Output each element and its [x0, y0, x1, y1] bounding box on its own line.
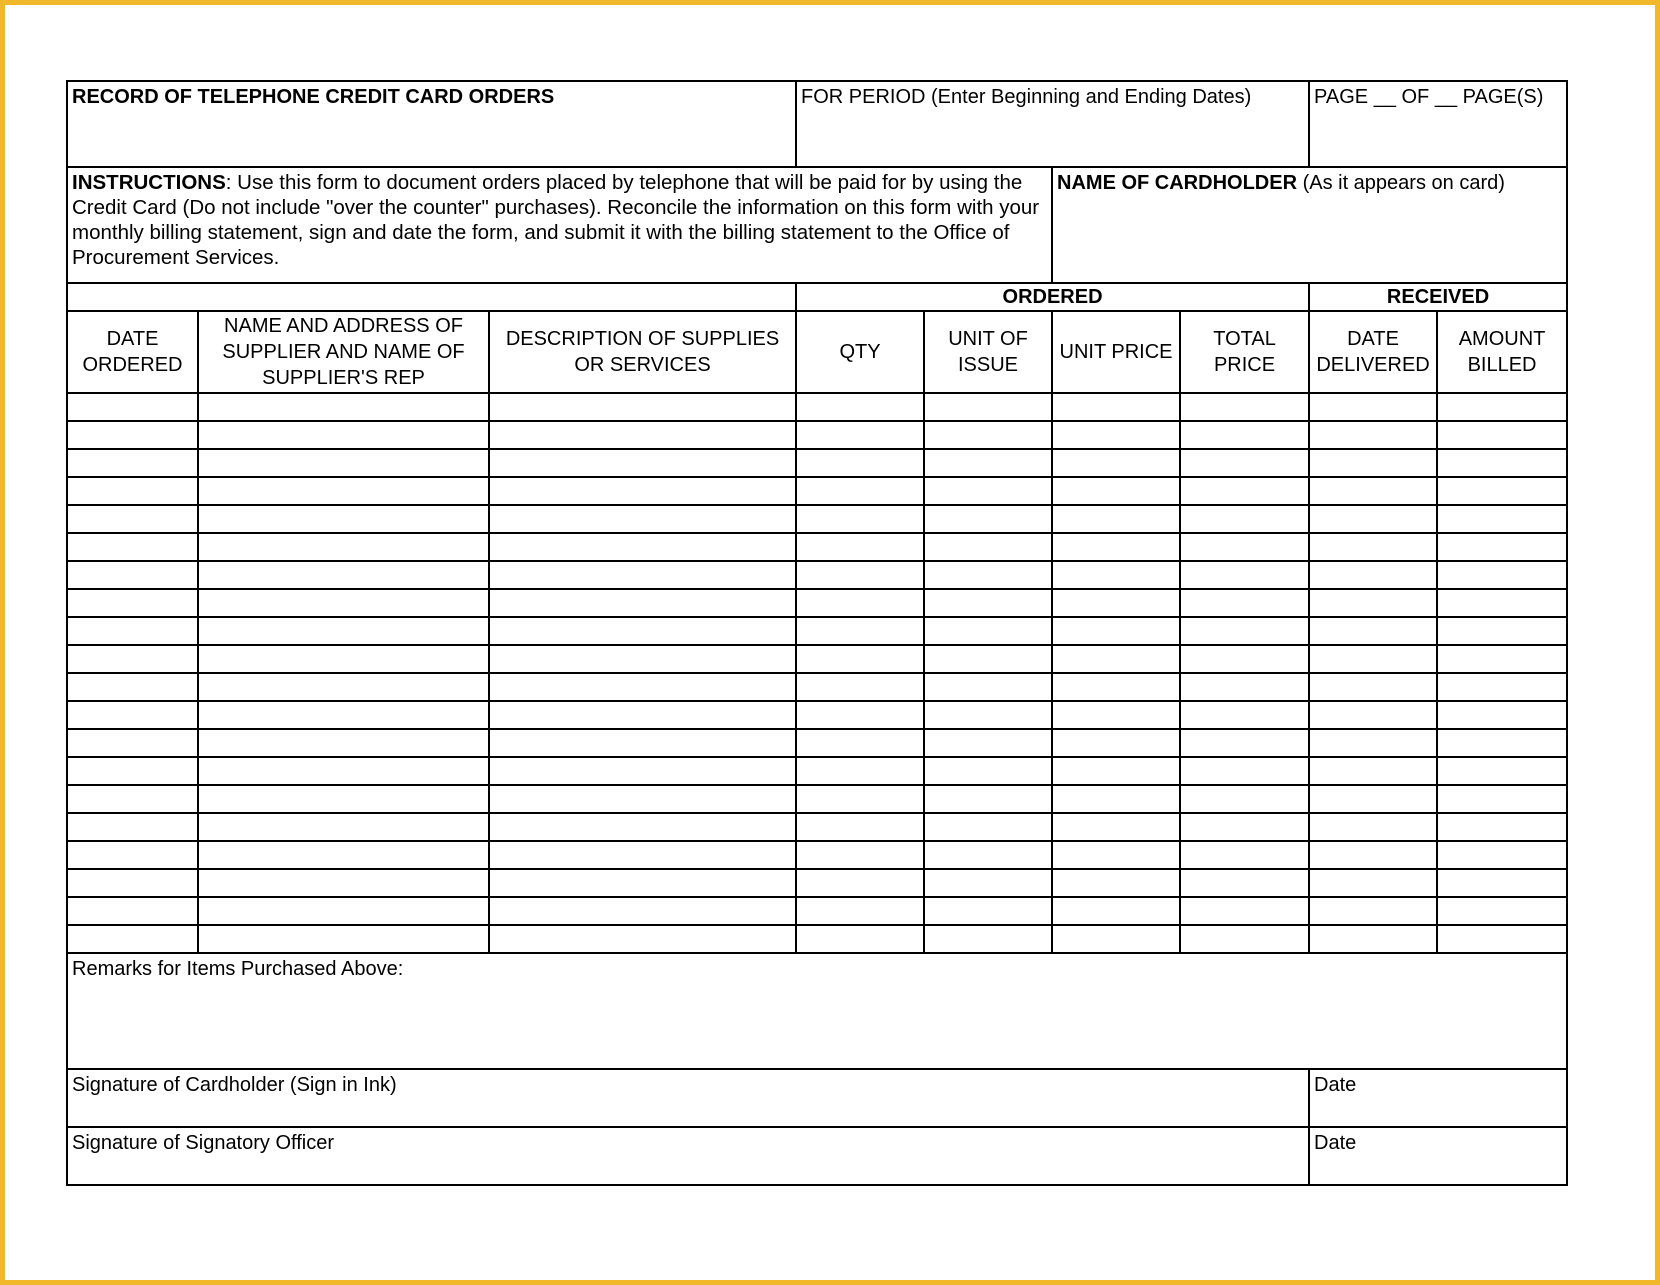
cell-total-price[interactable]: [1180, 785, 1309, 813]
cell-total-price[interactable]: [1180, 701, 1309, 729]
table-row: [67, 505, 1567, 533]
cell-unit-of-issue[interactable]: [924, 449, 1052, 477]
cell-qty[interactable]: [796, 701, 924, 729]
officer-signature-label: Signature of Signatory Officer: [72, 1132, 334, 1154]
cell-unit-of-issue[interactable]: [924, 645, 1052, 673]
cell-unit-price[interactable]: [1052, 505, 1180, 533]
cell-supplier[interactable]: [198, 757, 489, 785]
cell-amount-billed[interactable]: [1437, 393, 1567, 421]
cell-supplier[interactable]: [198, 589, 489, 617]
cell-amount-billed[interactable]: [1437, 505, 1567, 533]
cell-unit-price[interactable]: [1052, 645, 1180, 673]
remarks-field[interactable]: [67, 953, 1567, 1069]
cell-date-delivered[interactable]: [1309, 421, 1437, 449]
cardholder-signature-field[interactable]: [67, 1069, 1309, 1127]
cell-supplier[interactable]: [198, 645, 489, 673]
cell-date-delivered[interactable]: [1309, 869, 1437, 897]
cell-supplier[interactable]: [198, 673, 489, 701]
table-row: [67, 477, 1567, 505]
cell-total-price[interactable]: [1180, 617, 1309, 645]
cell-description[interactable]: [489, 561, 796, 589]
cell-supplier[interactable]: [198, 813, 489, 841]
cell-unit-price[interactable]: [1052, 869, 1180, 897]
cell-date-ordered[interactable]: [67, 421, 198, 449]
cell-unit-of-issue[interactable]: [924, 617, 1052, 645]
col-header-description: DESCRIPTION OF SUPPLIES OR SERVICES: [489, 311, 796, 393]
cell-unit-of-issue[interactable]: [924, 589, 1052, 617]
cell-date-ordered[interactable]: [67, 897, 198, 925]
table-row: [67, 785, 1567, 813]
cell-unit-price[interactable]: [1052, 617, 1180, 645]
cell-amount-billed[interactable]: [1437, 785, 1567, 813]
cell-unit-of-issue[interactable]: [924, 533, 1052, 561]
cell-unit-of-issue[interactable]: [924, 477, 1052, 505]
table-row: [67, 729, 1567, 757]
cell-unit-price[interactable]: [1052, 729, 1180, 757]
table-row: [67, 925, 1567, 953]
cell-date-delivered[interactable]: [1309, 449, 1437, 477]
cell-description[interactable]: [489, 421, 796, 449]
cell-description[interactable]: [489, 869, 796, 897]
cell-date-ordered[interactable]: [67, 925, 198, 953]
cell-description[interactable]: [489, 925, 796, 953]
cell-amount-billed[interactable]: [1437, 729, 1567, 757]
instructions-cell: [67, 167, 1052, 283]
cell-description[interactable]: [489, 645, 796, 673]
col-header-amount-billed: AMOUNT BILLED: [1437, 311, 1567, 393]
instructions-text: : Use this form to document orders placed by telephone that will be paid for by using the Credit Card (Do not include "over the counter" purchases). Reconcile the information on this form with your monthly billing statement, sign and date the form, and submit it with the billing statement to the Office of Procurement Services.: [72, 171, 1040, 269]
cell-qty[interactable]: [796, 897, 924, 925]
officer-date-label: Date: [1314, 1132, 1357, 1154]
col-header-supplier: NAME AND ADDRESS OF SUPPLIER AND NAME OF SUPPLIER'S REP: [198, 311, 489, 393]
cell-description[interactable]: [489, 757, 796, 785]
cell-qty[interactable]: [796, 673, 924, 701]
cell-total-price[interactable]: [1180, 421, 1309, 449]
cell-unit-of-issue[interactable]: [924, 785, 1052, 813]
table-row: [67, 533, 1567, 561]
cardholder-signature-date-field[interactable]: [1309, 1069, 1567, 1127]
cell-total-price[interactable]: [1180, 589, 1309, 617]
cell-date-delivered[interactable]: [1309, 841, 1437, 869]
cell-unit-price[interactable]: [1052, 533, 1180, 561]
cardholder-note: (As it appears on card): [1297, 172, 1505, 194]
cell-description[interactable]: [489, 673, 796, 701]
col-header-date-ordered: DATE ORDERED: [67, 311, 198, 393]
cell-description[interactable]: [489, 589, 796, 617]
page-count-label: PAGE __ OF __ PAGE(S): [1314, 86, 1544, 108]
cell-total-price[interactable]: [1180, 673, 1309, 701]
cell-date-ordered[interactable]: [67, 449, 198, 477]
cell-date-delivered[interactable]: [1309, 813, 1437, 841]
cell-qty[interactable]: [796, 561, 924, 589]
cell-amount-billed[interactable]: [1437, 617, 1567, 645]
cell-date-delivered[interactable]: [1309, 729, 1437, 757]
cell-date-ordered[interactable]: [67, 841, 198, 869]
officer-signature-field[interactable]: [67, 1127, 1309, 1185]
cardholder-signature-label: Signature of Cardholder (Sign in Ink): [72, 1074, 397, 1096]
cell-unit-of-issue[interactable]: [924, 925, 1052, 953]
table-row: [67, 897, 1567, 925]
cell-date-delivered[interactable]: [1309, 757, 1437, 785]
cell-unit-price[interactable]: [1052, 925, 1180, 953]
cardholder-name-field[interactable]: [1052, 167, 1567, 283]
cell-total-price[interactable]: [1180, 561, 1309, 589]
cell-unit-price[interactable]: [1052, 589, 1180, 617]
cell-supplier[interactable]: [198, 869, 489, 897]
cell-qty[interactable]: [796, 617, 924, 645]
cell-supplier[interactable]: [198, 617, 489, 645]
cell-unit-of-issue[interactable]: [924, 841, 1052, 869]
cell-unit-of-issue[interactable]: [924, 673, 1052, 701]
cell-date-ordered[interactable]: [67, 533, 198, 561]
table-row: [67, 673, 1567, 701]
period-field[interactable]: [796, 81, 1309, 167]
cell-total-price[interactable]: [1180, 645, 1309, 673]
cell-qty[interactable]: [796, 757, 924, 785]
cell-qty[interactable]: [796, 645, 924, 673]
cell-unit-of-issue[interactable]: [924, 421, 1052, 449]
cell-unit-price[interactable]: [1052, 841, 1180, 869]
cell-total-price[interactable]: [1180, 533, 1309, 561]
order-rows: [67, 393, 1567, 953]
cell-total-price[interactable]: [1180, 813, 1309, 841]
cell-date-delivered[interactable]: [1309, 897, 1437, 925]
cell-amount-billed[interactable]: [1437, 701, 1567, 729]
remarks-label: Remarks for Items Purchased Above:: [72, 958, 404, 980]
cell-qty[interactable]: [796, 813, 924, 841]
cell-unit-price[interactable]: [1052, 701, 1180, 729]
cell-date-ordered[interactable]: [67, 869, 198, 897]
table-row: [67, 869, 1567, 897]
cell-total-price[interactable]: [1180, 729, 1309, 757]
cell-date-delivered[interactable]: [1309, 925, 1437, 953]
cell-date-delivered[interactable]: [1309, 673, 1437, 701]
cell-amount-billed[interactable]: [1437, 897, 1567, 925]
cell-amount-billed[interactable]: [1437, 813, 1567, 841]
table-row: [67, 393, 1567, 421]
cell-date-ordered[interactable]: [67, 673, 198, 701]
cell-supplier[interactable]: [198, 925, 489, 953]
cell-total-price[interactable]: [1180, 477, 1309, 505]
cell-total-price[interactable]: [1180, 505, 1309, 533]
table-row: [67, 645, 1567, 673]
cell-date-delivered[interactable]: [1309, 645, 1437, 673]
cell-description[interactable]: [489, 477, 796, 505]
table-row: [67, 589, 1567, 617]
cell-date-ordered[interactable]: [67, 505, 198, 533]
cell-date-delivered[interactable]: [1309, 561, 1437, 589]
table-row: [67, 561, 1567, 589]
cell-unit-of-issue[interactable]: [924, 505, 1052, 533]
table-row: [67, 617, 1567, 645]
col-header-date-delivered: DATE DELIVERED: [1309, 311, 1437, 393]
cell-unit-price[interactable]: [1052, 813, 1180, 841]
table-row: [67, 449, 1567, 477]
cell-supplier[interactable]: [198, 393, 489, 421]
cell-description[interactable]: [489, 841, 796, 869]
cell-amount-billed[interactable]: [1437, 757, 1567, 785]
cell-amount-billed[interactable]: [1437, 421, 1567, 449]
cell-supplier[interactable]: [198, 701, 489, 729]
cell-date-ordered[interactable]: [67, 785, 198, 813]
cell-date-delivered[interactable]: [1309, 393, 1437, 421]
form-table: [66, 80, 1568, 1186]
cell-total-price[interactable]: [1180, 869, 1309, 897]
cell-unit-of-issue[interactable]: [924, 869, 1052, 897]
cell-qty[interactable]: [796, 393, 924, 421]
cell-date-ordered[interactable]: [67, 757, 198, 785]
form-title: RECORD OF TELEPHONE CREDIT CARD ORDERS: [72, 86, 555, 108]
cell-unit-price[interactable]: [1052, 449, 1180, 477]
cell-unit-of-issue[interactable]: [924, 729, 1052, 757]
table-row: [67, 813, 1567, 841]
cell-supplier[interactable]: [198, 841, 489, 869]
cell-amount-billed[interactable]: [1437, 533, 1567, 561]
cell-supplier[interactable]: [198, 505, 489, 533]
cell-qty[interactable]: [796, 785, 924, 813]
cell-supplier[interactable]: [198, 533, 489, 561]
table-row: [67, 701, 1567, 729]
cell-date-ordered[interactable]: [67, 561, 198, 589]
cell-qty[interactable]: [796, 421, 924, 449]
cell-date-ordered[interactable]: [67, 589, 198, 617]
cell-amount-billed[interactable]: [1437, 477, 1567, 505]
cell-date-ordered[interactable]: [67, 701, 198, 729]
cell-unit-of-issue[interactable]: [924, 393, 1052, 421]
cell-description[interactable]: [489, 533, 796, 561]
col-header-unit-price: UNIT PRICE: [1052, 311, 1180, 393]
cell-amount-billed[interactable]: [1437, 925, 1567, 953]
cell-qty[interactable]: [796, 729, 924, 757]
ordered-group-header: ORDERED: [796, 283, 1309, 311]
cell-qty[interactable]: [796, 925, 924, 953]
cell-unit-of-issue[interactable]: [924, 897, 1052, 925]
cell-unit-price[interactable]: [1052, 785, 1180, 813]
cell-unit-of-issue[interactable]: [924, 701, 1052, 729]
received-group-header: RECEIVED: [1309, 283, 1567, 311]
col-header-unit-of-issue: UNIT OF ISSUE: [924, 311, 1052, 393]
cell-unit-of-issue[interactable]: [924, 757, 1052, 785]
cell-date-ordered[interactable]: [67, 729, 198, 757]
cell-unit-price[interactable]: [1052, 393, 1180, 421]
col-header-qty: QTY: [796, 311, 924, 393]
cell-description[interactable]: [489, 729, 796, 757]
cell-date-ordered[interactable]: [67, 645, 198, 673]
cell-description[interactable]: [489, 393, 796, 421]
officer-signature-date-field[interactable]: [1309, 1127, 1567, 1185]
table-row: [67, 421, 1567, 449]
cell-date-ordered[interactable]: [67, 617, 198, 645]
cell-date-delivered[interactable]: [1309, 701, 1437, 729]
cell-total-price[interactable]: [1180, 925, 1309, 953]
page-count-field[interactable]: [1309, 81, 1567, 167]
cell-unit-price[interactable]: [1052, 421, 1180, 449]
cell-qty[interactable]: [796, 505, 924, 533]
cell-unit-of-issue[interactable]: [924, 561, 1052, 589]
form-title-cell: [67, 81, 796, 167]
cell-description[interactable]: [489, 505, 796, 533]
instructions-label: INSTRUCTIONS: [72, 171, 226, 194]
cell-date-ordered[interactable]: [67, 393, 198, 421]
cell-unit-price[interactable]: [1052, 561, 1180, 589]
cell-total-price[interactable]: [1180, 393, 1309, 421]
credit-card-order-form: [66, 80, 1568, 1186]
cell-qty[interactable]: [796, 533, 924, 561]
cell-supplier[interactable]: [198, 449, 489, 477]
cell-amount-billed[interactable]: [1437, 841, 1567, 869]
cell-total-price[interactable]: [1180, 841, 1309, 869]
cell-qty[interactable]: [796, 449, 924, 477]
cell-amount-billed[interactable]: [1437, 561, 1567, 589]
cell-total-price[interactable]: [1180, 757, 1309, 785]
cell-description[interactable]: [489, 785, 796, 813]
cell-description[interactable]: [489, 897, 796, 925]
cell-unit-of-issue[interactable]: [924, 813, 1052, 841]
group-spacer: [67, 283, 796, 311]
cell-description[interactable]: [489, 701, 796, 729]
cell-date-ordered[interactable]: [67, 813, 198, 841]
cardholder-label: NAME OF CARDHOLDER: [1057, 172, 1298, 194]
cell-date-ordered[interactable]: [67, 477, 198, 505]
cell-amount-billed[interactable]: [1437, 645, 1567, 673]
cell-amount-billed[interactable]: [1437, 589, 1567, 617]
table-row: [67, 757, 1567, 785]
cell-supplier[interactable]: [198, 477, 489, 505]
cell-total-price[interactable]: [1180, 449, 1309, 477]
cell-unit-price[interactable]: [1052, 477, 1180, 505]
period-label: FOR PERIOD (Enter Beginning and Ending Dates): [801, 86, 1252, 108]
cell-date-delivered[interactable]: [1309, 589, 1437, 617]
cell-supplier[interactable]: [198, 897, 489, 925]
cell-supplier[interactable]: [198, 561, 489, 589]
cell-date-delivered[interactable]: [1309, 785, 1437, 813]
cell-unit-price[interactable]: [1052, 897, 1180, 925]
cell-description[interactable]: [489, 617, 796, 645]
cardholder-date-label: Date: [1314, 1074, 1357, 1096]
cell-supplier[interactable]: [198, 729, 489, 757]
col-header-total-price: TOTAL PRICE: [1180, 311, 1309, 393]
cell-amount-billed[interactable]: [1437, 869, 1567, 897]
cell-date-delivered[interactable]: [1309, 477, 1437, 505]
cell-unit-price[interactable]: [1052, 673, 1180, 701]
cell-date-delivered[interactable]: [1309, 533, 1437, 561]
cell-description[interactable]: [489, 813, 796, 841]
cell-qty[interactable]: [796, 477, 924, 505]
cell-qty[interactable]: [796, 869, 924, 897]
cell-total-price[interactable]: [1180, 897, 1309, 925]
cell-qty[interactable]: [796, 841, 924, 869]
table-row: [67, 841, 1567, 869]
cell-date-delivered[interactable]: [1309, 617, 1437, 645]
cell-description[interactable]: [489, 449, 796, 477]
cell-amount-billed[interactable]: [1437, 449, 1567, 477]
cell-amount-billed[interactable]: [1437, 673, 1567, 701]
cell-qty[interactable]: [796, 589, 924, 617]
cell-supplier[interactable]: [198, 421, 489, 449]
cell-unit-price[interactable]: [1052, 757, 1180, 785]
cell-date-delivered[interactable]: [1309, 505, 1437, 533]
cell-supplier[interactable]: [198, 785, 489, 813]
